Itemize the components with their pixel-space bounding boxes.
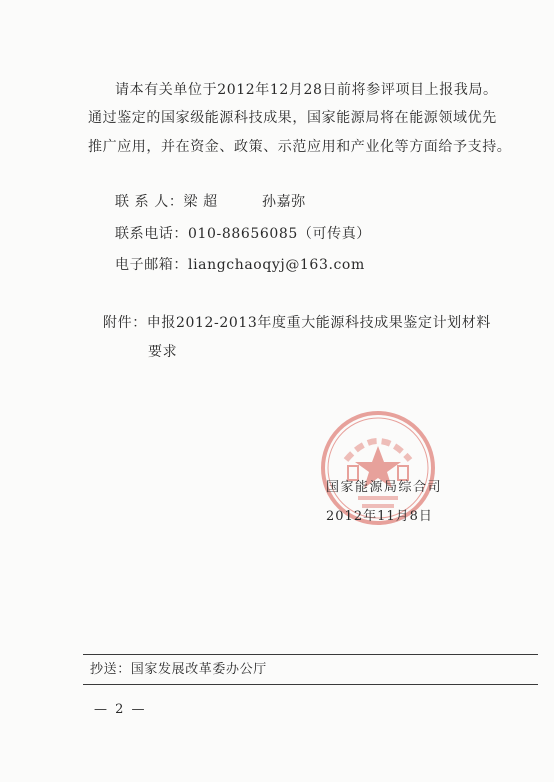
footer-divider-top — [83, 654, 538, 655]
contact-person: 联 系 人：梁 超 — [115, 194, 218, 210]
contact-person-2: 孙嘉弥 — [262, 194, 306, 210]
contact-phone: 联系电话：010-88656085（可传真） — [115, 226, 371, 242]
cc-line: 抄送：国家发展改革委办公厅 — [90, 662, 267, 677]
body-paragraph-line-3: 推广应用，并在资金、政策、示范应用和产业化等方面给予支持。 — [88, 139, 512, 155]
signature-date: 2012年11月8日 — [326, 509, 433, 524]
attachment-line-1: 附件：申报2012-2013年度重大能源科技成果鉴定计划材料 — [103, 315, 491, 331]
contact-email: 电子邮箱：liangchaoqyj@163.com — [115, 257, 365, 273]
footer-divider-bottom — [83, 684, 538, 685]
signature-organization: 国家能源局综合司 — [326, 480, 443, 495]
body-paragraph-line-2: 通过鉴定的国家级能源科技成果，国家能源局将在能源领域优先 — [88, 110, 497, 126]
page-number: — 2 — — [94, 702, 147, 717]
body-paragraph-line-1: 请本有关单位于2012年12月28日前将参评项目上报我局。 — [115, 82, 498, 98]
attachment-line-2: 要求 — [148, 344, 178, 360]
